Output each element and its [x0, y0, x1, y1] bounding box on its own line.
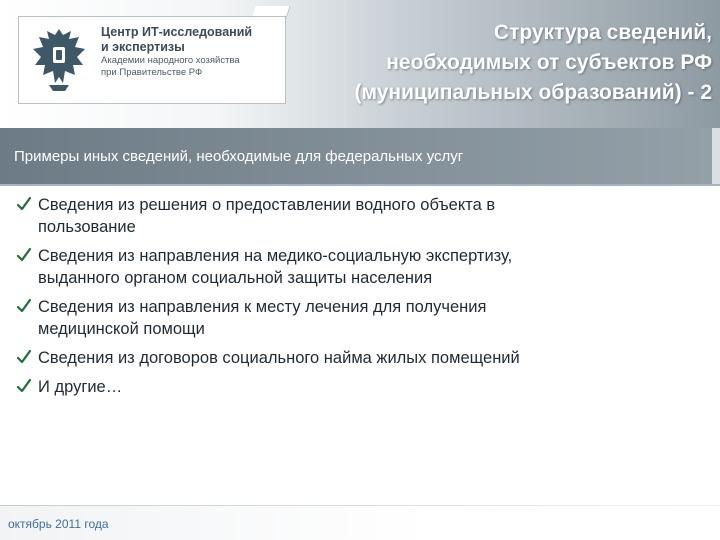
list-item-line2: выданного органом социальной защиты населения [38, 269, 433, 287]
checkmark-icon [16, 298, 32, 314]
list-item-line1: И другие… [38, 378, 123, 396]
header [0, 0, 720, 128]
subheader-band-edge [712, 128, 720, 184]
divider [0, 184, 720, 186]
checkmark-icon [16, 349, 32, 365]
list-item-line1: Сведения из договоров социального найма жилых помещений [38, 349, 520, 367]
list-item-line1: Сведения из решения о предоставлении водного объекта в [38, 196, 496, 214]
logo [18, 16, 286, 104]
checkmark-icon [16, 378, 32, 394]
eagle-emblem-icon [27, 23, 91, 95]
list-item [14, 296, 704, 340]
list-item [14, 245, 704, 289]
slide-title-line1: Структура сведений, [493, 21, 712, 44]
list-item [14, 194, 704, 238]
logo-text [101, 25, 276, 79]
list-item [14, 347, 704, 369]
org-subtitle-line1: Академии народного хозяйства [101, 55, 240, 66]
slide-title-line2: необходимых от субъектов РФ [386, 51, 712, 74]
list-item-line2: пользование [38, 218, 136, 236]
list-item-line1: Сведения из направления к месту лечения для получения [38, 298, 487, 316]
subheader-text: Примеры иных сведений, необходимые для федеральных услуг [14, 148, 464, 165]
org-subtitle-line2: при Правительстве РФ [101, 67, 203, 78]
org-name-line1: Центр ИТ-исследований [101, 25, 253, 39]
checkmark-icon [16, 196, 32, 212]
bullet-list [14, 194, 704, 405]
footer-date: октябрь 2011 года [8, 517, 109, 531]
checkmark-icon [16, 247, 32, 263]
org-name-line2: и экспертизы [101, 40, 185, 54]
slide-title [272, 18, 712, 108]
slide-title-line3: (муниципальных образований) - 2 [354, 81, 712, 104]
list-item-line2: медицинской помощи [38, 320, 205, 338]
list-item [14, 376, 704, 398]
list-item-line1: Сведения из направления на медико-социальную экспертизу, [38, 247, 513, 265]
